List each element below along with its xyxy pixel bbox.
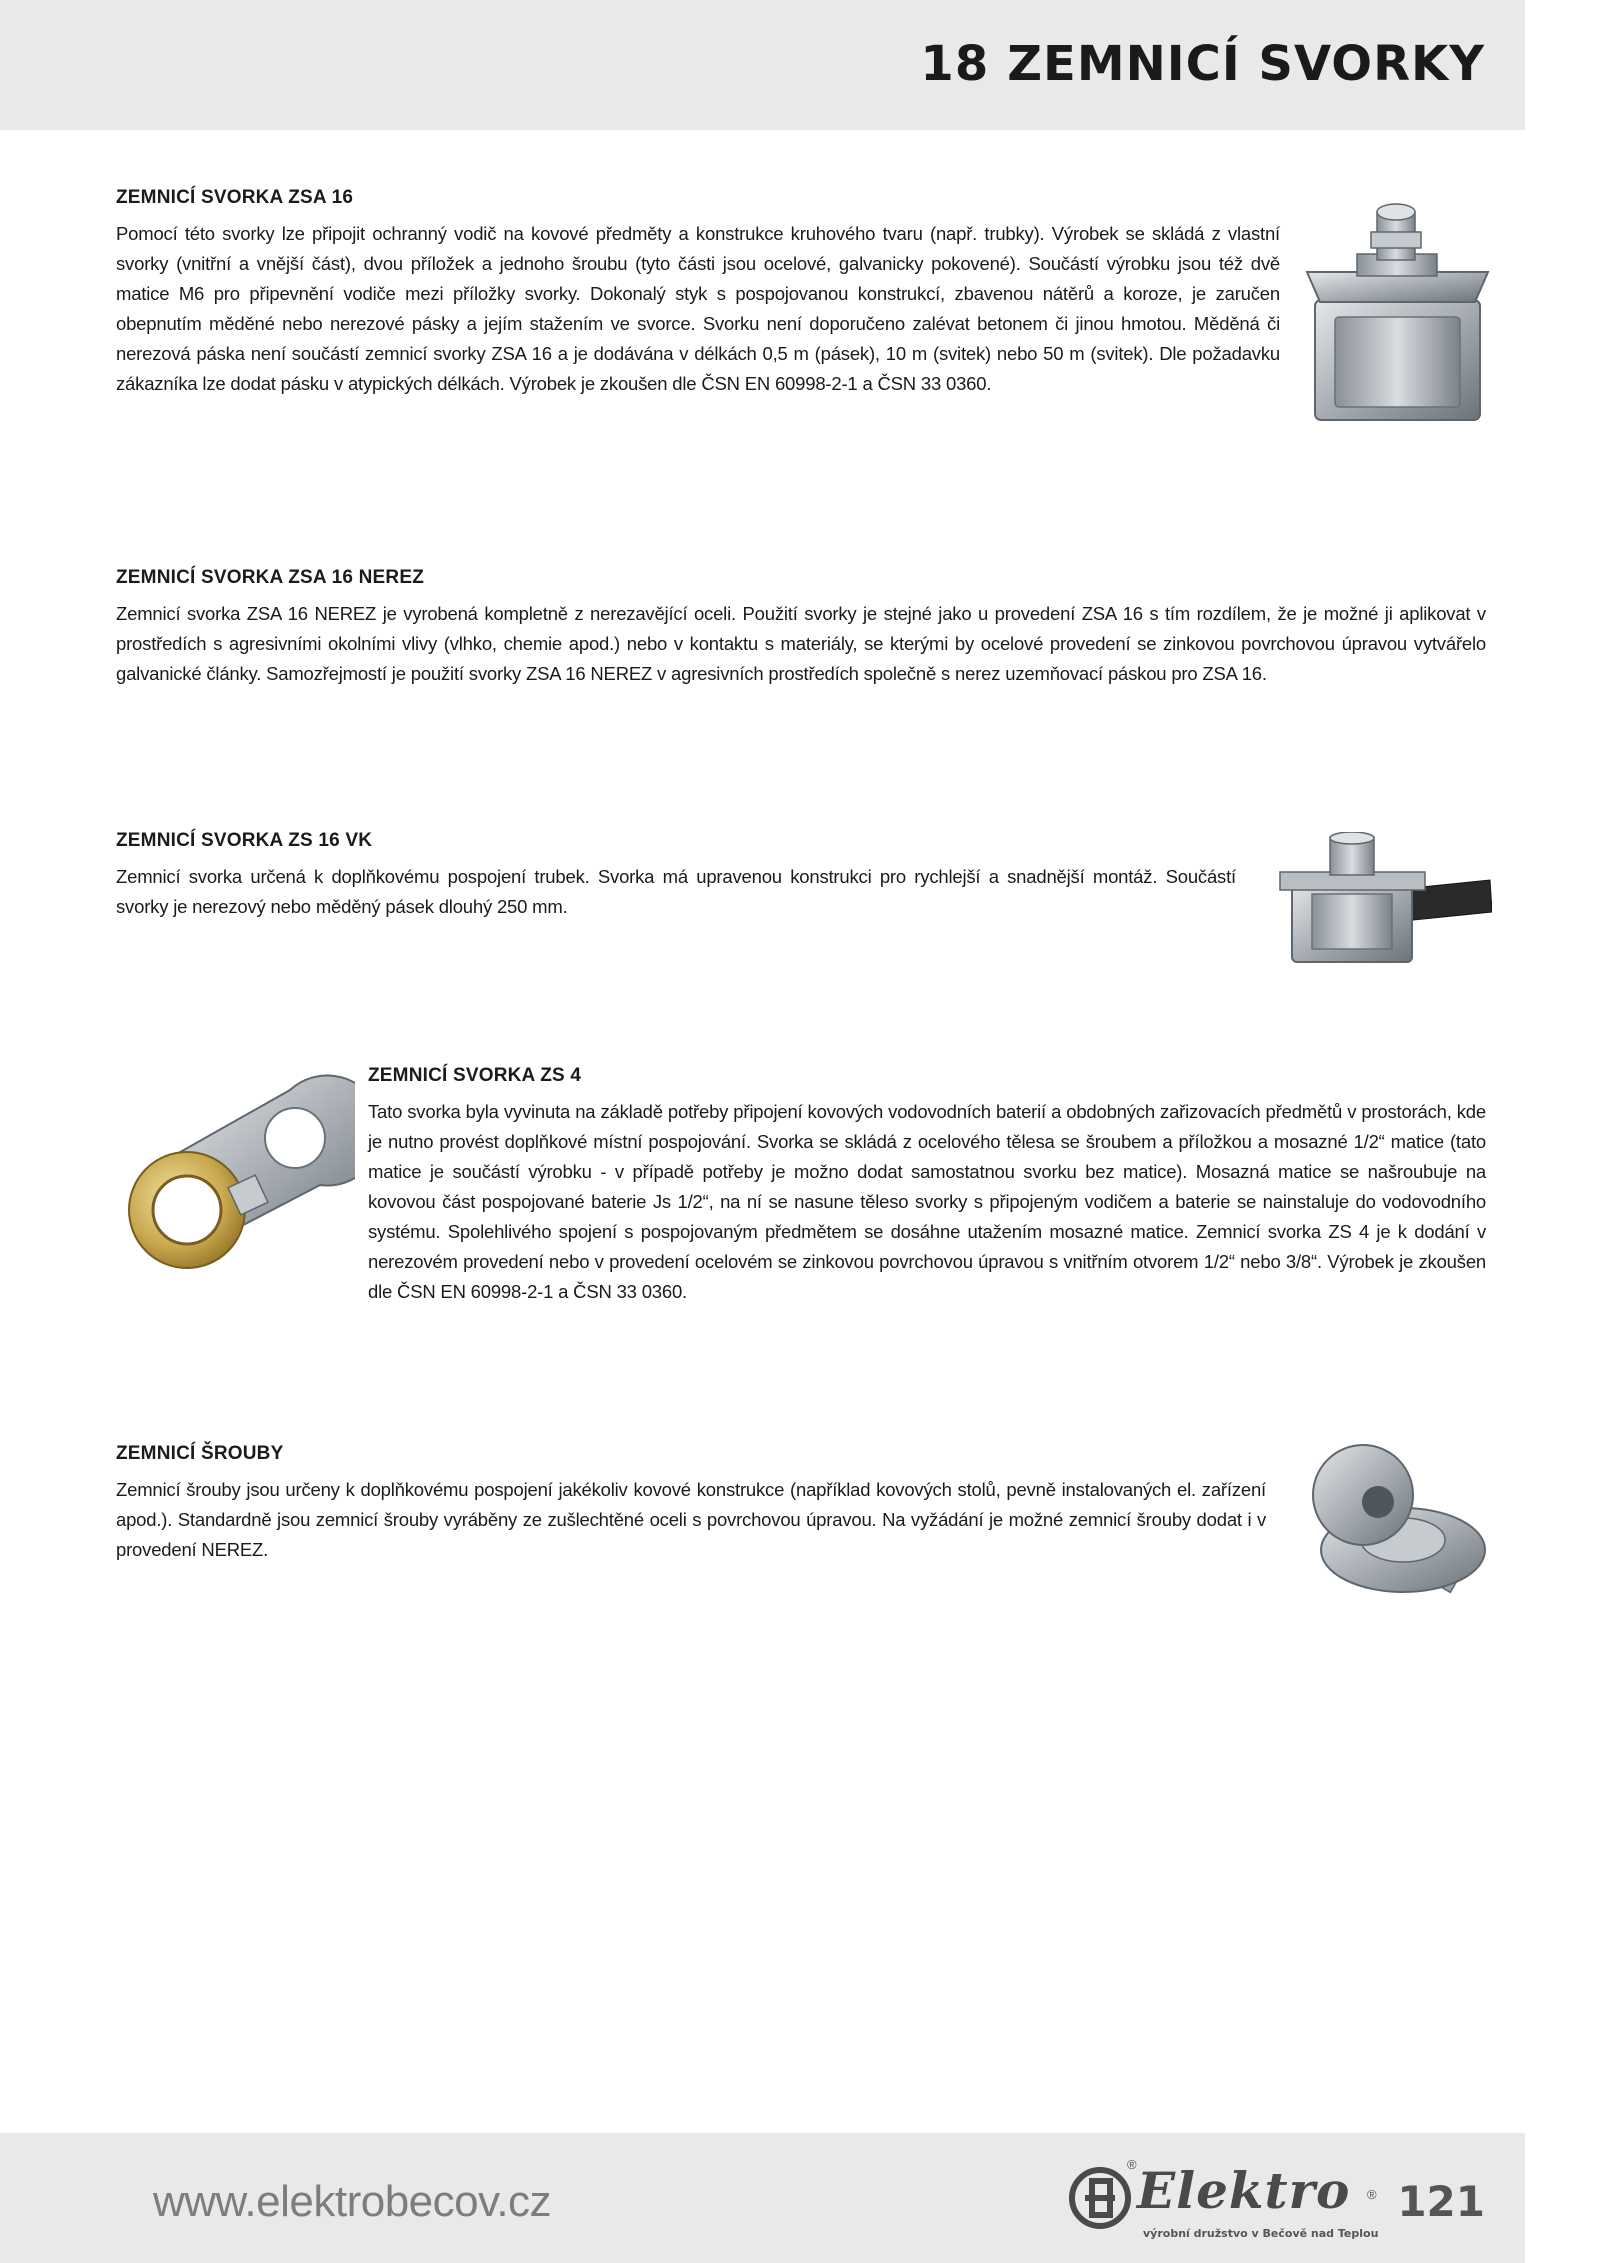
ground-screw-photo (1303, 1440, 1493, 1615)
section-text: Zemnicí šrouby jsou určeny k doplňkovému pospojení jakékoliv kovové konstrukce (například kovových stolů, pevně instalovaných el. zařízení apod.). Standardně jsou zemnicí šrouby vyráběny ze zušlechtěné oceli s povrchovou úpravou. Na vyžádání je možné zemnicí šrouby dodat i v provedení NEREZ. (116, 1479, 1266, 1560)
registered-mark-icon: ® (1367, 2187, 1377, 2202)
section-title: ZEMNICÍ SVORKA ZS 16 VK (116, 830, 373, 851)
section-zs16vk (116, 830, 1236, 922)
section-title: ZEMNICÍ SVORKA ZSA 16 (116, 187, 354, 208)
page-header (0, 0, 1525, 130)
elektro-logo (1065, 2157, 1385, 2247)
section-text: Tato svorka byla vyvinuta na základě potřeby připojení kovových vodovodních baterií a obdobných zařizovacích předmětů v prostorách, kde je nutno provést doplňkové místní pospojování. Svorka se skládá z ocelového tělesa se šroubem a příložkou a mosazné 1/2“ matice (tato matice je součástí výrobku - v případě potřeby je možno dodat samostatnou svorku bez matice). Mosazná matice se našroubuje na kovovou část pospojované baterie Js 1/2“, na ní se nasune těleso svorky s připojeným vodičem a baterie se nainstaluje do vodovodního systému. Spolehlivého spojení s pospojovaným předmětem se dosáhne utažením mosazné matice. Zemnicí svorka ZS 4 je k dodání v nerezovém provedení nebo v provedení ocelovém se zinkovou povrchovou úpravou s vnitřním otvorem 1/2“ nebo 3/8“. Výrobek je zkoušen dle ČSN EN 60998-2-1 a ČSN 33 0360. (368, 1101, 1486, 1302)
registered-mark-icon: ® (1127, 2157, 1137, 2172)
section-text: Pomocí této svorky lze připojit ochranný vodič na kovové předměty a konstrukce kruhového tvaru (např. trubky). Výrobek se skládá z vlastní svorky (vnitřní a vnější část), dvou příložek a jednoho šroubu (tyto části jsou ocelové, galvanicky pokovené). Součástí výrobku jsou též dvě matice M6 pro připevnění vodiče mezi příložky svorky. Dokonalý styk s pospojovanou konstrukcí, zbavenou nátěrů a koroze, je zaručen obepnutím měděné nebo nerezové pásky a jejím stažením ve svorce. Svorku není doporučeno zalévat betonem či jinou hmotou. Měděná či nerezová páska není součástí zemnicí svorky ZSA 16 a je dodávána v délkách 0,5 m (pásek), 10 m (svitek) nebo 50 m (svitek). Dle požadavku zákazníka lze dodat pásku v atypických délkách. Výrobek je zkoušen dle ČSN EN 60998-2-1 a ČSN 33 0360. (116, 223, 1280, 394)
ground-clamp-zs16vk-photo (1262, 832, 1492, 967)
section-screws (116, 1443, 1266, 1565)
chapter-title: ZEMNICÍ SVORKY (1007, 36, 1485, 92)
website-url: www.elektrobecov.cz (153, 2177, 552, 2226)
chapter-number: 18 (920, 36, 990, 92)
section-zs4 (368, 1065, 1486, 1307)
logo-wordmark: Elektro (1137, 2161, 1351, 2220)
section-title: ZEMNICÍ SVORKA ZS 4 (368, 1065, 582, 1086)
page-number: 121 (1397, 2177, 1485, 2226)
section-zsa16 (116, 187, 1280, 399)
section-zsa16-nerez (116, 567, 1486, 689)
section-text: Zemnicí svorka určená k doplňkovému pospojení trubek. Svorka má upravenou konstrukci pro rychlejší a snadnější montáž. Součástí svorky je nerezový nebo měděný pásek dlouhý 250 mm. (116, 866, 1236, 917)
section-title: ZEMNICÍ SVORKA ZSA 16 NEREZ (116, 567, 425, 588)
page-footer (0, 2133, 1525, 2263)
logo-tagline: výrobní družstvo v Bečově nad Teplou (1143, 2227, 1379, 2240)
ground-clamp-zs4-photo (115, 1070, 355, 1270)
ground-clamp-zsa16-photo (1305, 192, 1490, 437)
chapter-heading (920, 36, 1485, 92)
section-title: ZEMNICÍ ŠROUBY (116, 1443, 284, 1464)
section-text: Zemnicí svorka ZSA 16 NEREZ je vyrobená kompletně z nerezavějící oceli. Použití svorky je stejné jako u provedení ZSA 16 s tím rozdílem, že je možné ji aplikovat v prostředích s agresivními okolními vlivy (vlhko, chemie apod.) nebo v kontaktu s materiály, se kterými by ocelové provedení se zinkovou povrchovou úpravou vytvářelo galvanické články. Samozřejmostí je použití svorky ZSA 16 NEREZ v agresivních prostředích společně s nerez uzemňovací páskou pro ZSA 16. (116, 603, 1486, 684)
elektro-emblem-icon (1065, 2163, 1135, 2233)
